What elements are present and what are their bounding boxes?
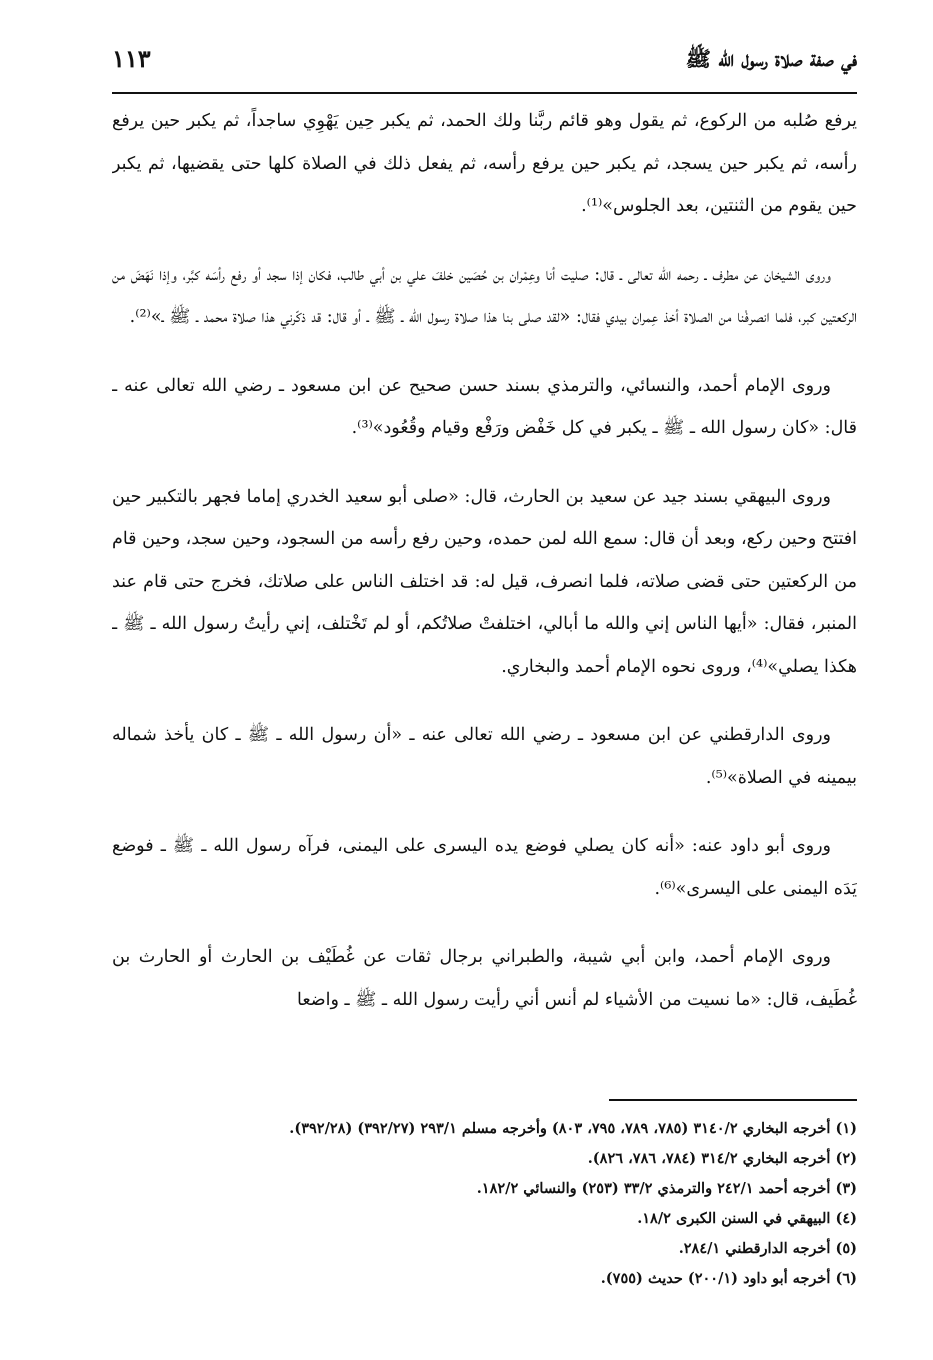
paragraph: يرفع صُلبه من الركوع، ثم يقول وهو قائم ربَّنا ولك الحمد، ثم يكبر حِين يَهْوِي ساجداً، ثم يكبر حين يرفع رأسه، ثم يكبر حين يسجد، ثم يكبر حين يرفع رأسه، ثم يفعل ذلك في الصلاة كلها حتى يقضيها، ثم يكبر حين يقوم من الثنتين، بعد الجلوس»⁽¹⁾. (112, 111, 857, 216)
footnote: (٤) البيهقي في السنن الكبرى ١٨/٢. (637, 1210, 857, 1227)
paragraph: وروى الإمام أحمد، والنسائي، والترمذي بسند حسن صحيح عن ابن مسعود ـ رضي الله تعالى عنه ـ قال: «كان رسول الله ـ ﷺ ـ يكبر في كل خَفْض ورَفْع وقيام وقُعُود»⁽³⁾. (112, 375, 857, 438)
footnotes (112, 1114, 857, 1314)
paragraph: وروى الإمام أحمد، وابن أبي شيبة، والطبراني برجال ثقات عن غُطَيْف بن الحارث أو الحارث بن غُطَيف، قال: «ما نسيت من الأشياء لم أنس أني رأيت رسول الله ـ ﷺ ـ واضعا (112, 947, 857, 1010)
running-title: في صفة صلاة رسول الله ﷺ (685, 46, 857, 71)
footnote: (٢) أخرجه البخاري ٣١٤/٢ (٧٨٤، ٧٨٦، ٨٢٦). (587, 1150, 857, 1167)
footnote-divider (609, 1099, 857, 1101)
footnote: (٣) أخرجه أحمد ٢٤٢/١ والترمذي ٣٣/٢ (٢٥٣) والنسائي ١٨٢/٢. (476, 1180, 857, 1197)
main-text (112, 100, 857, 1090)
paragraph: وروى البيهقي بسند جيد عن سعيد بن الحارث، قال: «صلى أبو سعيد الخدري إماما فجهر بالتكبير حين افتتح وحين ركع، وبعد أن قال: سمع الله لمن حمده، وحين رفع رأسه من السجود، وحين سجد، وحين قام من الركعتين حتى قضى صلاته، فلما انصرف، قيل له: قد اختلف الناس على صلاتك، فخرج حتى قام عند المنبر، فقال: «أيها الناس إني والله ما أبالي، اختلفتْ صلاتُكم، أو لم تَخْتلف، إني رأيتُ رسول الله ـ ﷺ ـ هكذا يصلي»⁽⁴⁾، وروى نحوه الإمام أحمد والبخاري. (112, 486, 857, 677)
paragraph: وروى الشيخان عن مطرف ـ رحمه الله تعالى ـ قال: صليت أنا وعِمْران بن حُصَين خلفَ علي بن أبي طالب، فكان إذا سجد أو رفع رأسَه كبَّر، وإذا نَهَضَ من الركعتين كبر، فلما انصرفْنا من الصلاة أخذ عِمران بيدي فقال: «لقد صلى بنا هذا صلاة رسول الله ـ ﷺ ـ أو قال: قد ذكّرني هذا صلاة محمد ـ ﷺ ـ»⁽²⁾. (112, 264, 857, 327)
page-header (112, 36, 857, 94)
page-number: ١١٣ (112, 44, 151, 73)
paragraph: وروى الدارقطني عن ابن مسعود ـ رضي الله تعالى عنه ـ «أن رسول الله ـ ﷺ ـ كان يأخذ شماله بيمينه في الصلاة»⁽⁵⁾. (112, 725, 857, 788)
footnote: (٥) أخرجه الدارقطني ٢٨٤/١. (678, 1240, 857, 1257)
footnote: (٦) أخرجه أبو داود (٢٠٠/١) حديث (٧٥٥). (600, 1270, 857, 1287)
paragraph: وروى أبو داود عنه: «أنه كان يصلي فوضع يده اليسرى على اليمنى، فرآه رسول الله ـ ﷺ ـ فوضع يَدَه اليمنى على اليسرى»⁽⁶⁾. (112, 836, 857, 899)
footnote: (١) أخرجه البخاري ٣١٤٠/٢ (٧٨٥، ٧٨٩، ٧٩٥، ٨٠٣) وأخرجه مسلم ٢٩٣/١ (٣٩٢/٢٧) (٣٩٢/٢٨). (289, 1120, 857, 1137)
